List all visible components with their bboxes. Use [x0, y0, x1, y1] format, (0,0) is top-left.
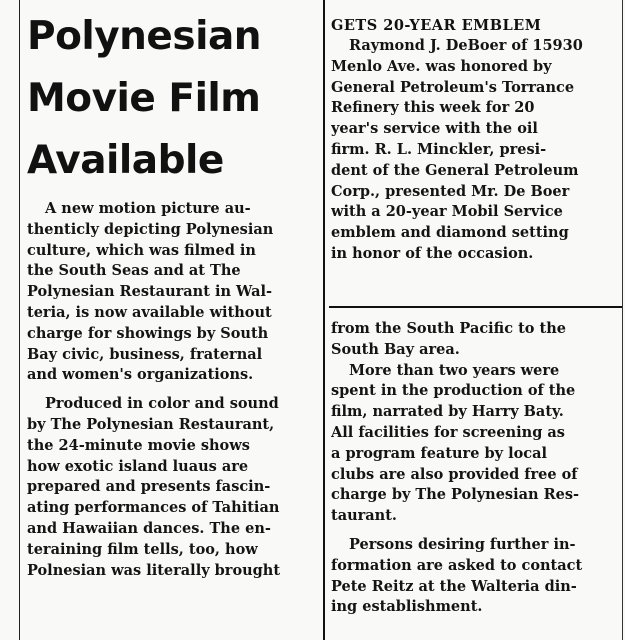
text-line: A new motion picture au-: [45, 200, 251, 217]
column-rule-right: [622, 0, 623, 640]
text-line: a program feature by local: [331, 444, 547, 462]
text-line: clubs are also provided free of: [331, 465, 578, 483]
text-line: ating performances of Tahitian: [27, 499, 280, 517]
article-body-left: [27, 199, 318, 581]
text-line: in honor of the occasion.: [331, 244, 534, 262]
text-line: with a 20-year Mobil Service: [331, 203, 563, 221]
text-line: firm. R. L. Minckler, presi-: [331, 140, 547, 158]
text-line: Polynesian Restaurant in Wal-: [27, 283, 272, 301]
text-line: Corp., presented Mr. De Boer: [331, 182, 570, 200]
text-line: teraining film tells, too, how: [27, 540, 258, 558]
text-line: Menlo Ave. was honored by: [331, 57, 552, 75]
emblem-story-heading: GETS 20-YEAR EMBLEM: [331, 17, 542, 34]
article-paragraph: [331, 319, 621, 361]
text-line: charge for showings by South: [27, 324, 269, 342]
text-line: Pete Reitz at the Walteria din-: [331, 577, 577, 595]
text-line: the 24-minute movie shows: [27, 436, 250, 454]
text-line: and women's organizations.: [27, 366, 254, 384]
text-line: culture, which was filmed in: [27, 241, 256, 259]
text-line: spent in the production of the: [331, 382, 576, 400]
article-paragraph: [27, 394, 318, 581]
emblem-story: [331, 16, 621, 265]
text-line: Raymond J. DeBoer of 15930: [349, 37, 583, 54]
article-paragraph: [331, 361, 621, 527]
text-line: from the South Pacific to the: [331, 320, 566, 337]
text-line: prepared and presents fascin-: [27, 478, 271, 496]
article-paragraph: [331, 36, 621, 265]
text-line: ing establishment.: [331, 598, 483, 616]
text-line: Refinery this week for 20: [331, 99, 535, 117]
text-line: dent of the General Petroleum: [331, 161, 579, 179]
column-rule-middle: [323, 0, 325, 640]
text-line: South Bay area.: [331, 340, 460, 358]
headline-line: Movie Film: [27, 76, 261, 121]
text-line: Polnesian was literally brought: [27, 561, 281, 579]
column-rule-left: [19, 0, 20, 640]
article-paragraph: [331, 535, 621, 618]
text-line: teria, is now available without: [27, 303, 272, 321]
text-line: how exotic island luaus are: [27, 457, 249, 475]
text-line: More than two years were: [349, 361, 560, 379]
text-line: emblem and diamond setting: [331, 224, 569, 242]
text-line: year's service with the oil: [331, 120, 538, 138]
text-line: Produced in color and sound: [45, 395, 279, 413]
text-line: taurant.: [331, 507, 397, 525]
text-line: formation are asked to contact: [331, 556, 583, 574]
text-line: the South Seas and at The: [27, 262, 241, 280]
text-line: and Hawaiian dances. The en-: [27, 519, 271, 537]
text-line: by The Polynesian Restaurant,: [27, 415, 275, 433]
text-line: Bay civic, business, fraternal: [27, 345, 263, 363]
headline-line: Polynesian: [27, 14, 262, 59]
text-line: All facilities for screening as: [331, 423, 565, 441]
text-line: thenticly depicting Polynesian: [27, 220, 274, 238]
article-paragraph: [27, 199, 318, 386]
text-line: film, narrated by Harry Baty.: [331, 403, 564, 421]
story-divider-rule: [329, 306, 622, 308]
text-line: General Petroleum's Torrance: [331, 78, 575, 96]
article-body-continued: [331, 319, 621, 618]
text-line: Persons desiring further in-: [349, 535, 576, 553]
article-headline: [27, 6, 321, 192]
text-line: charge by The Polynesian Res-: [331, 486, 580, 504]
headline-line: Available: [27, 138, 224, 183]
